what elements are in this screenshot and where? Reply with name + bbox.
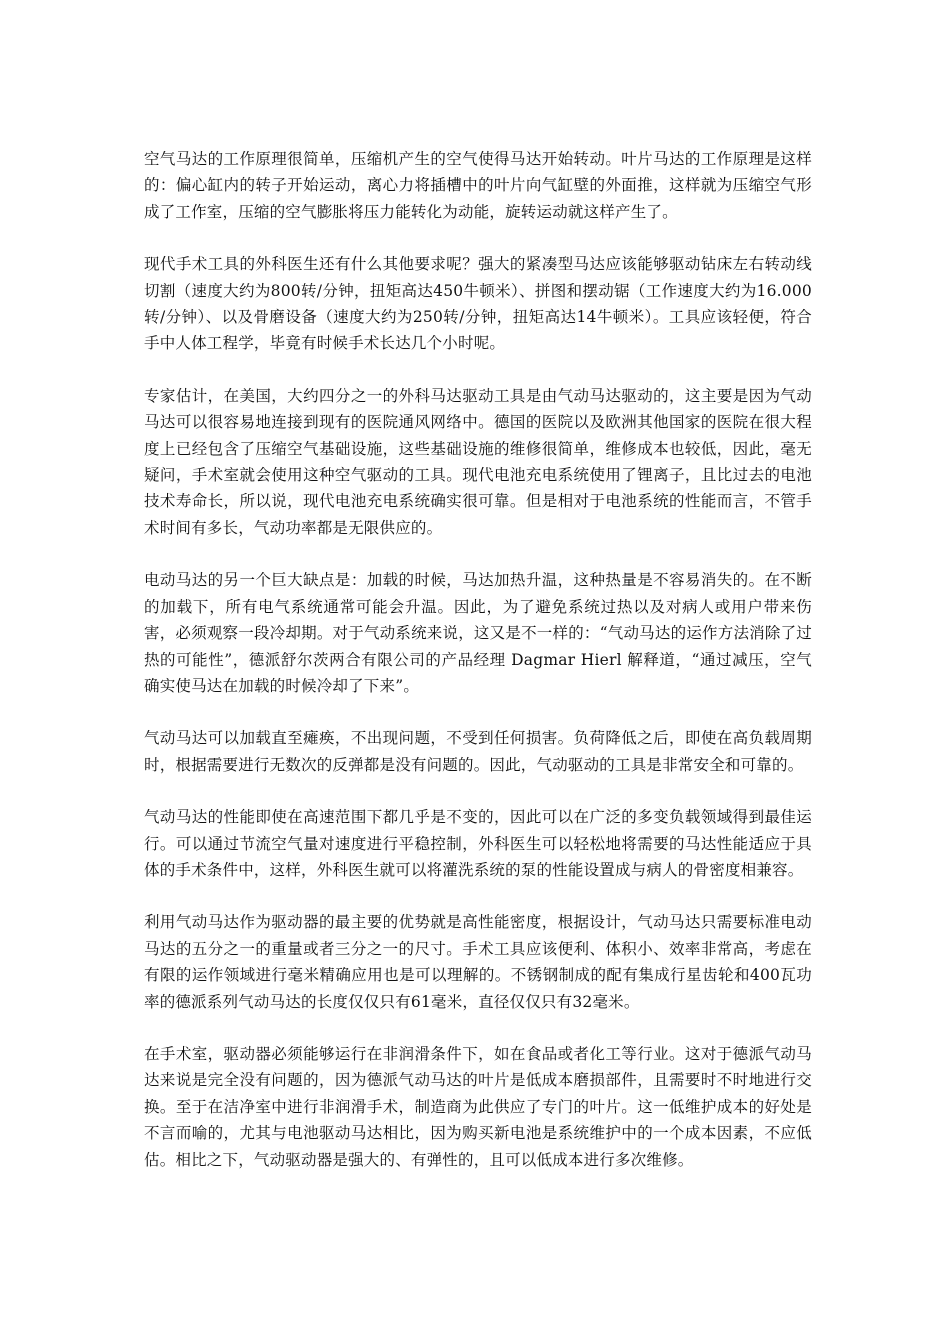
paragraph-performance-control: 气动马达的性能即使在高速范围下都几乎是不变的，因此可以在广泛的多变负载领域得到最佳运行。可以通过节流空气量对速度进行平稳控制，外科医生可以轻松地将需要的马达性能适应于具体的手术条件中，这样，外科医生就可以将灌洗系统的泵的性能设置成与病人的骨密度相兼容。 — [144, 808, 812, 879]
paragraph-overload-safety: 气动马达可以加载直至瘫痪，不出现问题，不受到任何损害。负荷降低之后，即使在高负载周期时，根据需要进行无数次的反弹都是没有问题的。因此，气动驱动的工具是非常安全和可靠的。 — [144, 729, 812, 774]
paragraph-power-density: 利用气动马达作为驱动器的最主要的优势就是高性能密度，根据设计，气动马达只需要标准电动马达的五分之一的重量或者三分之一的尺寸。手术工具应该便利、体积小、效率非常高，考虑在有限的运作领域进行毫米精确应用也是可以理解的。不锈钢制成的配有集成行星齿轮和400瓦功率的德派系列气动马达的长度仅仅只有61毫米，直径仅仅只有32毫米。 — [144, 913, 812, 1011]
paragraph-lubrication-free: 在手术室，驱动器必须能够运行在非润滑条件下，如在食品或者化工等行业。这对于德派气动马达来说是完全没有问题的，因为德派气动马达的叶片是低成本磨损部件，且需要时不时地进行交换。至于在洁净室中进行非润滑手术，制造商为此供应了专门的叶片。这一低维护成本的好处是不言而喻的，尤其与电池驱动马达相比，因为购买新电池是系统维护中的一个成本因素，不应低估。相比之下，气动驱动器是强大的、有弹性的，且可以低成本进行多次维修。 — [144, 1044, 812, 1169]
paragraph-surgeon-requirements: 现代手术工具的外科医生还有什么其他要求呢？强大的紧凑型马达应该能够驱动钻床左右转动线切割（速度大约为800转/分钟，扭矩高达450牛顿米）、拼图和摆动锯（工作速度大约为16.000转/分钟）、以及骨磨设备（速度大约为250转/分钟，扭矩高达14牛顿米）。工具应该轻便，符合手中人体工程学，毕竟有时候手术长达几个小时呢。 — [144, 255, 812, 353]
paragraph-expert-estimate: 专家估计，在美国，大约四分之一的外科马达驱动工具是由气动马达驱动的，这主要是因为气动马达可以很容易地连接到现有的医院通风网络中。德国的医院以及欧洲其他国家的医院在很大程度上已经包含了压缩空气基础设施，这些基础设施的维修很简单，维修成本也较低，因此，毫无疑问，手术室就会使用这种空气驱动的工具。现代电池充电系统使用了锂离子，且比过去的电池技术寿命长，所以说，现代电池充电系统确实很可靠。但是相对于电池系统的性能而言，不管手术时间有多长，气动功率都是无限供应的。 — [144, 386, 812, 537]
document-body — [144, 146, 812, 1199]
paragraph-air-motor-principle: 空气马达的工作原理很简单，压缩机产生的空气使得马达开始转动。叶片马达的工作原理是这样的：偏心缸内的转子开始运动，离心力将插槽中的叶片向气缸壁的外面推，这样就为压缩空气形成了工作室，压缩的空气膨胀将压力能转化为动能，旋转运动就这样产生了。 — [144, 150, 812, 221]
paragraph-electric-motor-drawback: 电动马达的另一个巨大缺点是：加载的时候，马达加热升温，这种热量是不容易消失的。在不断的加载下，所有电气系统通常可能会升温。因此，为了避免系统过热以及对病人或用户带来伤害，必须观察一段冷却期。对于气动系统来说，这又是不一样的：“气动马达的运作方法消除了过热的可能性”，德派舒尔茨两合有限公司的产品经理 Dagmar Hierl 解释道，“通过减压，空气确实使马达在加载的时候冷却了下来”。 — [144, 571, 812, 695]
